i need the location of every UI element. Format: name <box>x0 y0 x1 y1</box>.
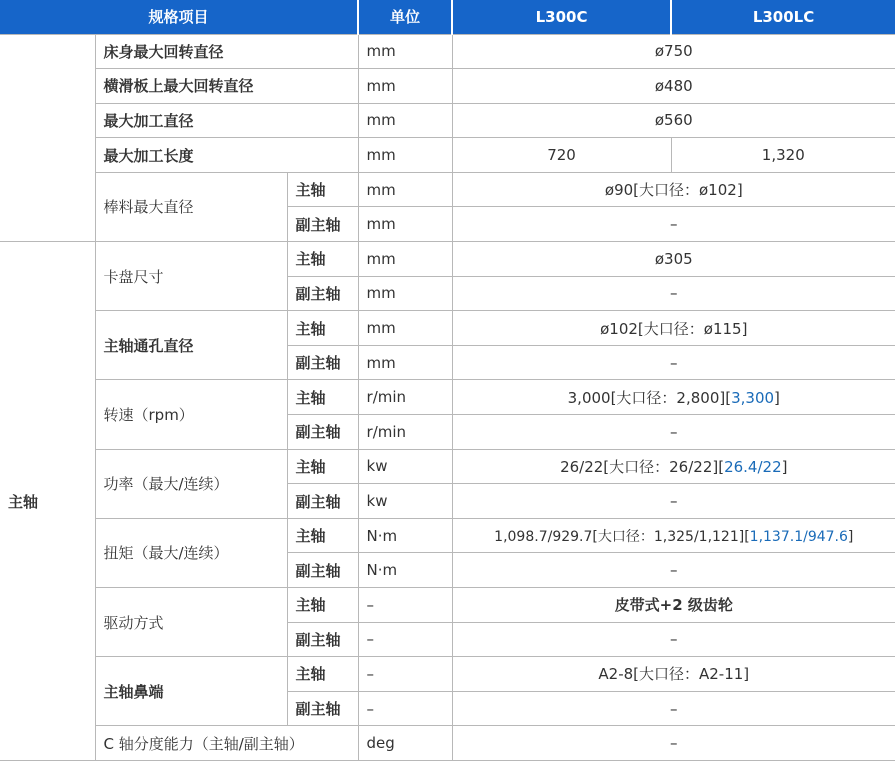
value-cell: – <box>452 207 895 242</box>
value-text: 3,000[大口径：2,800][ <box>567 388 732 407</box>
value-text-close: ] <box>774 388 780 407</box>
sub-label: 副主轴 <box>287 276 358 311</box>
unit-cell: N·m <box>358 518 452 553</box>
value-cell: ø305 <box>452 242 895 277</box>
table-row <box>0 172 895 207</box>
unit-cell: N·m <box>358 553 452 588</box>
value-text: 1,098.7/929.7[大口径：1,325/1,121][ <box>494 528 750 545</box>
value-cell: – <box>452 691 895 726</box>
table-row <box>0 242 895 277</box>
value-cell: – <box>452 553 895 588</box>
table-row <box>0 311 895 346</box>
table-row <box>0 449 895 484</box>
value-cell: – <box>452 622 895 657</box>
sub-label: 副主轴 <box>287 345 358 380</box>
unit-cell: – <box>358 657 452 692</box>
header-model-l300lc: L300LC <box>671 0 895 34</box>
unit-cell: r/min <box>358 380 452 415</box>
table-row <box>0 380 895 415</box>
unit-cell: deg <box>358 726 452 761</box>
sub-label: 副主轴 <box>287 484 358 519</box>
unit-cell: mm <box>358 138 452 173</box>
sub-label: 主轴 <box>287 449 358 484</box>
sub-label: 副主轴 <box>287 207 358 242</box>
unit-cell: – <box>358 691 452 726</box>
table-row <box>0 34 895 69</box>
value-cell: ø102[大口径：ø115] <box>452 311 895 346</box>
row-label-torque: 扭矩（最大/连续） <box>95 518 287 587</box>
value-text: 26/22[大口径：26/22][ <box>560 457 725 476</box>
table-row <box>0 657 895 692</box>
row-label-bore: 主轴通孔直径 <box>95 311 287 380</box>
row-label-drive: 驱动方式 <box>95 588 287 657</box>
header-model-l300c: L300C <box>452 0 671 34</box>
unit-cell: – <box>358 588 452 623</box>
table-row <box>0 69 895 104</box>
unit-cell: mm <box>358 34 452 69</box>
row-label-power: 功率（最大/连续） <box>95 449 287 518</box>
row-label-c-axis: C 轴分度能力（主轴/副主轴） <box>95 726 358 761</box>
general-group-cell <box>0 34 95 242</box>
header-item: 规格项目 <box>0 0 358 34</box>
value-cell: – <box>452 415 895 450</box>
row-label-swing-bed: 床身最大回转直径 <box>95 34 358 69</box>
table-row <box>0 138 895 173</box>
header-unit: 单位 <box>358 0 452 34</box>
value-cell-l300c: 720 <box>452 138 671 173</box>
row-label-nose: 主轴鼻端 <box>95 657 287 726</box>
row-label-max-diameter: 最大加工直径 <box>95 103 358 138</box>
value-cell <box>452 449 895 484</box>
value-highlight: 1,137.1/947.6 <box>749 528 848 545</box>
value-cell: – <box>452 726 895 761</box>
unit-cell: kw <box>358 449 452 484</box>
sub-label: 副主轴 <box>287 622 358 657</box>
sub-label: 主轴 <box>287 380 358 415</box>
spindle-group-label: 主轴 <box>0 242 95 761</box>
value-text-close: ] <box>847 528 854 545</box>
unit-cell: mm <box>358 242 452 277</box>
value-cell: ø480 <box>452 69 895 104</box>
table-row <box>0 518 895 553</box>
value-text-close: ] <box>781 457 788 476</box>
unit-cell: mm <box>358 276 452 311</box>
value-cell: 皮带式+2 级齿轮 <box>452 588 895 623</box>
value-highlight: 26.4/22 <box>724 457 782 476</box>
table-row <box>0 588 895 623</box>
unit-cell: r/min <box>358 415 452 450</box>
unit-cell: mm <box>358 311 452 346</box>
sub-label: 主轴 <box>287 588 358 623</box>
unit-cell: kw <box>358 484 452 519</box>
unit-cell: mm <box>358 69 452 104</box>
value-cell: ø750 <box>452 34 895 69</box>
table-row <box>0 726 895 761</box>
value-cell-l300lc: 1,320 <box>671 138 895 173</box>
unit-cell: mm <box>358 345 452 380</box>
unit-cell: – <box>358 622 452 657</box>
value-cell: ø560 <box>452 103 895 138</box>
value-cell: – <box>452 345 895 380</box>
row-label-bar: 棒料最大直径 <box>95 172 287 241</box>
sub-label: 主轴 <box>287 657 358 692</box>
value-highlight: 3,300 <box>731 388 775 407</box>
sub-label: 主轴 <box>287 518 358 553</box>
row-label-max-length: 最大加工长度 <box>95 138 358 173</box>
sub-label: 主轴 <box>287 311 358 346</box>
value-cell: – <box>452 484 895 519</box>
value-cell <box>452 518 895 553</box>
value-cell: – <box>452 276 895 311</box>
table-row <box>0 103 895 138</box>
row-label-swing-slide: 横滑板上最大回转直径 <box>95 69 358 104</box>
sub-label: 主轴 <box>287 172 358 207</box>
value-cell <box>452 380 895 415</box>
header-row <box>0 0 895 34</box>
unit-cell: mm <box>358 103 452 138</box>
sub-label: 主轴 <box>287 242 358 277</box>
sub-label: 副主轴 <box>287 415 358 450</box>
value-cell: ø90[大口径：ø102] <box>452 172 895 207</box>
sub-label: 副主轴 <box>287 553 358 588</box>
unit-cell: mm <box>358 172 452 207</box>
row-label-chuck: 卡盘尺寸 <box>95 242 287 311</box>
row-label-speed: 转速（rpm） <box>95 380 287 449</box>
unit-cell: mm <box>358 207 452 242</box>
value-cell: A2-8[大口径：A2-11] <box>452 657 895 692</box>
sub-label: 副主轴 <box>287 691 358 726</box>
